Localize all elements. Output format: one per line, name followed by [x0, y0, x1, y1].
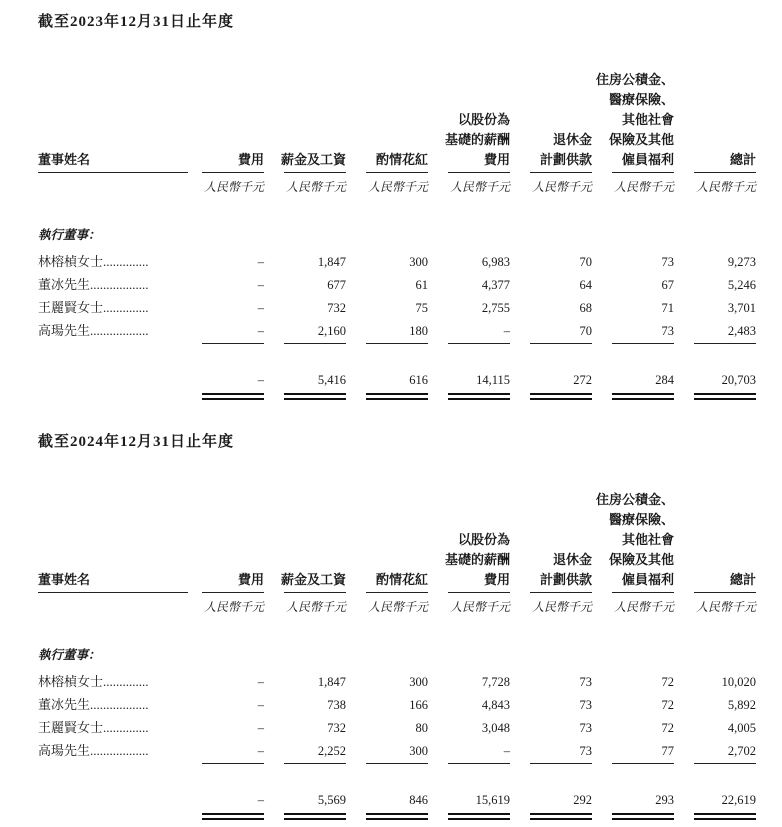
- cell-welfare: 73: [661, 255, 674, 269]
- column-header-line: 住房公積金、: [595, 72, 674, 87]
- cell-bonus: 300: [409, 675, 428, 689]
- column-header-total: [674, 56, 756, 170]
- subtotal-rule: [530, 763, 592, 764]
- double-underline: [694, 393, 756, 400]
- cell-welfare: 67: [661, 278, 674, 292]
- column-header-line: 退休金: [552, 552, 592, 567]
- column-header-salary: [264, 56, 346, 170]
- column-header-line: 以股份為: [457, 112, 510, 127]
- director-name: 林榕楨女士..............: [38, 674, 149, 689]
- column-header-line: 基礎的薪酬: [444, 132, 510, 147]
- subtotal-rule: [366, 763, 428, 764]
- header-underline: [202, 592, 264, 593]
- unit-label: 人民幣千元: [449, 180, 510, 194]
- cell-pension: 73: [579, 744, 592, 758]
- subtotal-rule: [612, 763, 674, 764]
- total-pension: 292: [573, 793, 592, 807]
- column-header-line: 醫療保險、: [608, 512, 674, 527]
- cell-pension: 70: [579, 324, 592, 338]
- cell-salary: 1,847: [317, 255, 346, 269]
- unit-label: 人民幣千元: [203, 600, 264, 614]
- header-underline: [38, 172, 188, 173]
- column-header-line: 費用: [483, 152, 510, 167]
- column-header-line: 僱員福利: [621, 152, 674, 167]
- table-row: [0, 321, 782, 343]
- header-underline: [448, 172, 510, 173]
- subtotal-rule: [694, 763, 756, 764]
- cell-total: 9,273: [727, 255, 756, 269]
- cell-fees: –: [257, 698, 264, 712]
- double-underline: [448, 393, 510, 400]
- cell-fees: –: [257, 301, 264, 315]
- double-underline: [530, 393, 592, 400]
- cell-bonus: 80: [415, 721, 428, 735]
- remuneration-table-2024: [0, 420, 782, 825]
- remuneration-table-2023: [0, 0, 782, 405]
- total-share: 14,115: [476, 373, 510, 387]
- header-underline: [612, 172, 674, 173]
- cell-bonus: 61: [415, 278, 428, 292]
- header-underline: [448, 592, 510, 593]
- cell-welfare: 77: [661, 744, 674, 758]
- header-underline: [202, 172, 264, 173]
- cell-total: 5,246: [727, 278, 756, 292]
- subtotal-rule: [284, 343, 346, 344]
- section-title: 截至2023年12月31日止年度: [38, 14, 235, 30]
- cell-fees: –: [257, 675, 264, 689]
- subtotal-rule: [448, 343, 510, 344]
- cell-fees: –: [257, 278, 264, 292]
- unit-label: 人民幣千元: [531, 180, 592, 194]
- director-name: 林榕楨女士..............: [38, 254, 149, 269]
- subtotal-rule: [448, 763, 510, 764]
- unit-label: 人民幣千元: [285, 600, 346, 614]
- header-underline: [530, 592, 592, 593]
- column-header-pension: [510, 56, 592, 170]
- column-header-line: 僱員福利: [621, 572, 674, 587]
- cell-total: 5,892: [727, 698, 756, 712]
- column-header-line: 薪金及工資: [280, 572, 346, 587]
- double-underline: [448, 813, 510, 820]
- double-underline: [612, 393, 674, 400]
- cell-fees: –: [257, 744, 264, 758]
- unit-label: 人民幣千元: [613, 180, 674, 194]
- total-share: 15,619: [475, 793, 510, 807]
- column-header-line: 醫療保險、: [608, 92, 674, 107]
- column-header-line: 總計: [729, 152, 756, 167]
- header-underline: [612, 592, 674, 593]
- column-header-label: 董事姓名: [38, 152, 91, 167]
- column-header-line: 薪金及工資: [280, 152, 346, 167]
- section-title: 截至2024年12月31日止年度: [38, 434, 235, 450]
- subtotal-rule: [202, 343, 264, 344]
- cell-pension: 70: [579, 255, 592, 269]
- column-header-line: 酌情花紅: [375, 152, 428, 167]
- cell-salary: 738: [327, 698, 346, 712]
- column-header-line: 住房公積金、: [595, 492, 674, 507]
- cell-welfare: 72: [661, 675, 674, 689]
- total-welfare: 293: [655, 793, 674, 807]
- column-header-salary: [264, 476, 346, 590]
- cell-fees: –: [257, 255, 264, 269]
- table-row: [0, 695, 782, 717]
- total-welfare: 284: [655, 373, 674, 387]
- cell-bonus: 166: [409, 698, 428, 712]
- subtotal-rule: [694, 343, 756, 344]
- column-header-share: [428, 476, 510, 590]
- cell-bonus: 300: [409, 255, 428, 269]
- column-header-line: 保險及其他: [608, 132, 674, 147]
- column-header-line: 費用: [237, 152, 264, 167]
- column-header-fees: [182, 56, 264, 170]
- cell-share: 6,983: [481, 255, 510, 269]
- total-pension: 272: [573, 373, 592, 387]
- header-underline: [366, 172, 428, 173]
- cell-welfare: 71: [661, 301, 674, 315]
- column-header-line: 以股份為: [457, 532, 510, 547]
- header-underline: [366, 592, 428, 593]
- cell-total: 2,483: [727, 324, 756, 338]
- cell-pension: 68: [579, 301, 592, 315]
- column-header-director-name: [38, 476, 188, 590]
- cell-welfare: 72: [661, 721, 674, 735]
- cell-pension: 64: [579, 278, 592, 292]
- unit-label: 人民幣千元: [367, 600, 428, 614]
- cell-salary: 732: [327, 721, 346, 735]
- unit-label: 人民幣千元: [695, 180, 756, 194]
- double-underline: [284, 813, 346, 820]
- group-label-executive-directors: 執行董事：: [38, 228, 101, 242]
- unit-label: 人民幣千元: [367, 180, 428, 194]
- subtotal-rule: [530, 343, 592, 344]
- table-row: [0, 672, 782, 694]
- director-name: 董冰先生..................: [38, 277, 149, 292]
- double-underline: [202, 813, 264, 820]
- header-underline: [694, 172, 756, 173]
- director-name: 王麗賢女士..............: [38, 300, 149, 315]
- cell-share: 7,728: [481, 675, 510, 689]
- column-header-bonus: [346, 56, 428, 170]
- table-row: [0, 298, 782, 320]
- double-underline: [694, 813, 756, 820]
- column-header-line: 費用: [237, 572, 264, 587]
- cell-bonus: 300: [409, 744, 428, 758]
- double-underline: [366, 813, 428, 820]
- header-underline: [530, 172, 592, 173]
- column-header-welfare: [592, 56, 674, 170]
- column-header-line: 其他社會: [621, 112, 674, 127]
- director-name: 王麗賢女士..............: [38, 720, 149, 735]
- double-underline: [530, 813, 592, 820]
- cell-bonus: 180: [409, 324, 428, 338]
- cell-fees: –: [257, 324, 264, 338]
- cell-share: 4,377: [481, 278, 510, 292]
- column-header-fees: [182, 476, 264, 590]
- director-name: 董冰先生..................: [38, 697, 149, 712]
- unit-label: 人民幣千元: [613, 600, 674, 614]
- cell-salary: 2,252: [317, 744, 346, 758]
- column-header-line: 費用: [483, 572, 510, 587]
- cell-share: –: [503, 324, 510, 338]
- column-header-total: [674, 476, 756, 590]
- table-row: [0, 275, 782, 297]
- column-header-line: 計劃供款: [539, 572, 592, 587]
- header-underline: [284, 172, 346, 173]
- director-name: 高瑒先生..................: [38, 323, 149, 338]
- column-header-label: 董事姓名: [38, 572, 91, 587]
- double-underline: [202, 393, 264, 400]
- header-underline: [694, 592, 756, 593]
- column-header-line: 總計: [729, 572, 756, 587]
- cell-share: 4,843: [481, 698, 510, 712]
- group-label-executive-directors: 執行董事：: [38, 648, 101, 662]
- column-header-line: 其他社會: [621, 532, 674, 547]
- unit-label: 人民幣千元: [695, 600, 756, 614]
- double-underline: [612, 813, 674, 820]
- header-underline: [284, 592, 346, 593]
- column-header-pension: [510, 476, 592, 590]
- double-underline: [284, 393, 346, 400]
- unit-label: 人民幣千元: [203, 180, 264, 194]
- cell-share: 2,755: [481, 301, 510, 315]
- director-name: 高瑒先生..................: [38, 743, 149, 758]
- cell-welfare: 72: [661, 698, 674, 712]
- table-row: [0, 718, 782, 740]
- subtotal-rule: [202, 763, 264, 764]
- cell-bonus: 75: [415, 301, 428, 315]
- unit-label: 人民幣千元: [531, 600, 592, 614]
- total-fees: –: [257, 793, 264, 807]
- total-fees: –: [257, 373, 264, 387]
- cell-share: –: [503, 744, 510, 758]
- column-header-director-name: [38, 56, 188, 170]
- table-row: [0, 741, 782, 763]
- unit-label: 人民幣千元: [285, 180, 346, 194]
- cell-share: 3,048: [481, 721, 510, 735]
- column-header-line: 退休金: [552, 132, 592, 147]
- cell-pension: 73: [579, 675, 592, 689]
- cell-total: 3,701: [727, 301, 756, 315]
- cell-salary: 677: [327, 278, 346, 292]
- total-bonus: 616: [409, 373, 428, 387]
- column-header-line: 基礎的薪酬: [444, 552, 510, 567]
- double-underline: [366, 393, 428, 400]
- total-bonus: 846: [409, 793, 428, 807]
- cell-pension: 73: [579, 698, 592, 712]
- column-header-welfare: [592, 476, 674, 590]
- cell-total: 2,702: [727, 744, 756, 758]
- cell-salary: 732: [327, 301, 346, 315]
- column-header-line: 酌情花紅: [375, 572, 428, 587]
- column-header-bonus: [346, 476, 428, 590]
- header-underline: [38, 592, 188, 593]
- cell-salary: 2,160: [317, 324, 346, 338]
- subtotal-rule: [284, 763, 346, 764]
- column-header-line: 保險及其他: [608, 552, 674, 567]
- cell-fees: –: [257, 721, 264, 735]
- column-header-share: [428, 56, 510, 170]
- subtotal-rule: [366, 343, 428, 344]
- cell-salary: 1,847: [317, 675, 346, 689]
- total-salary: 5,569: [317, 793, 346, 807]
- cell-total: 10,020: [721, 675, 756, 689]
- column-header-line: 計劃供款: [539, 152, 592, 167]
- cell-welfare: 73: [661, 324, 674, 338]
- unit-label: 人民幣千元: [449, 600, 510, 614]
- cell-total: 4,005: [727, 721, 756, 735]
- cell-pension: 73: [579, 721, 592, 735]
- table-row: [0, 252, 782, 274]
- total-total: 22,619: [721, 793, 756, 807]
- total-total: 20,703: [721, 373, 756, 387]
- subtotal-rule: [612, 343, 674, 344]
- total-salary: 5,416: [317, 373, 346, 387]
